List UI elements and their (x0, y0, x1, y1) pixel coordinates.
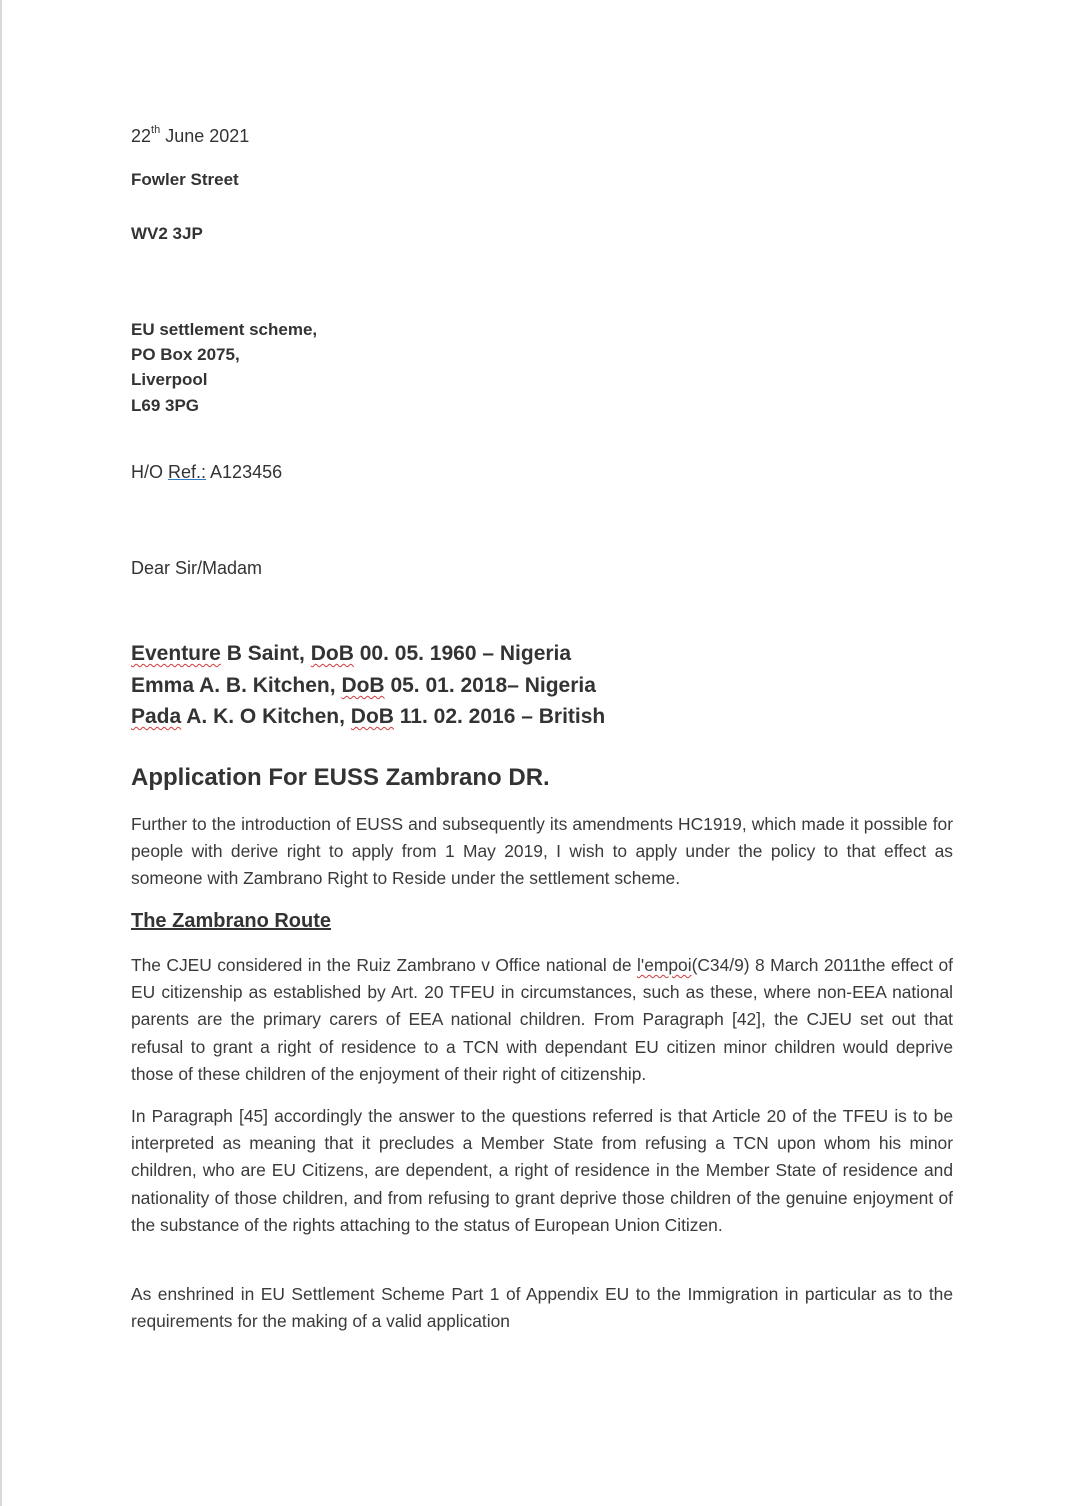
recipient-line-4: L69 3PG (131, 396, 200, 415)
recipient-line-3: Liverpool (131, 370, 208, 389)
salutation: Dear Sir/Madam (131, 558, 263, 578)
letter-date: 22th June 2021 (131, 124, 250, 146)
recipient-line-1: EU settlement scheme, (131, 320, 318, 339)
intro-paragraph: Further to the introduction of EUSS and subsequently its amendments HC1919, which made it possible for people with derive right to apply from 1 May 2019, I wish to apply under the policy to that effect as someone with Zambrano Right to Reside under the settlement scheme. (131, 814, 953, 889)
section-heading: The Zambrano Route (131, 910, 332, 932)
party-line-2: Emma A. B. Kitchen, DoB 05. 01. 2018– Nigeria (131, 674, 596, 697)
paragraph-cjeu: The CJEU considered in the Ruiz Zambrano v Office national de l'empoi(C34/9) 8 March 2011the effect of EU citizenship as established by Art. 20 TFEU in circumstances, such as these, where non-EEA national parents are the primary carers of EEA national children. From Paragraph [42], the CJEU set out that refusal to grant a right of residence to a TCN with dependant EU citizen minor children would deprive those of these children of the enjoyment of their right of citizenship. (131, 955, 953, 1084)
reference-label: Ref.: (168, 462, 207, 482)
paragraph-appendix-eu: As enshrined in EU Settlement Scheme Part 1 of Appendix EU to the Immigration in particular as to the requirements for the making of a valid application (131, 1284, 953, 1332)
party-line-3: Pada A. K. O Kitchen, DoB 11. 02. 2016 – British (131, 705, 606, 728)
paragraph-45: In Paragraph [45] accordingly the answer to the questions referred is that Article 20 of the TFEU is to be interpreted as meaning that it precludes a Member State from refusing a TCN upon whom his minor children, who are EU Citizens, are dependent, a right of residence in the Member State of residence and nationality of those children, and from refusing to grant deprive those children of the genuine enjoyment of the substance of the rights attaching to the status of European Union Citizen. (131, 1106, 953, 1235)
sender-street: Fowler Street (131, 170, 239, 189)
sender-postcode: WV2 3JP (131, 224, 203, 243)
recipient-line-2: PO Box 2075, (131, 345, 240, 364)
home-office-reference: H/O Ref.: A123456 (131, 462, 283, 482)
party-line-1: Eventure B Saint, DoB 00. 05. 1960 – Nigeria (131, 642, 572, 665)
letter-title: Application For EUSS Zambrano DR. (131, 764, 550, 791)
page-left-edge (0, 0, 2, 1506)
